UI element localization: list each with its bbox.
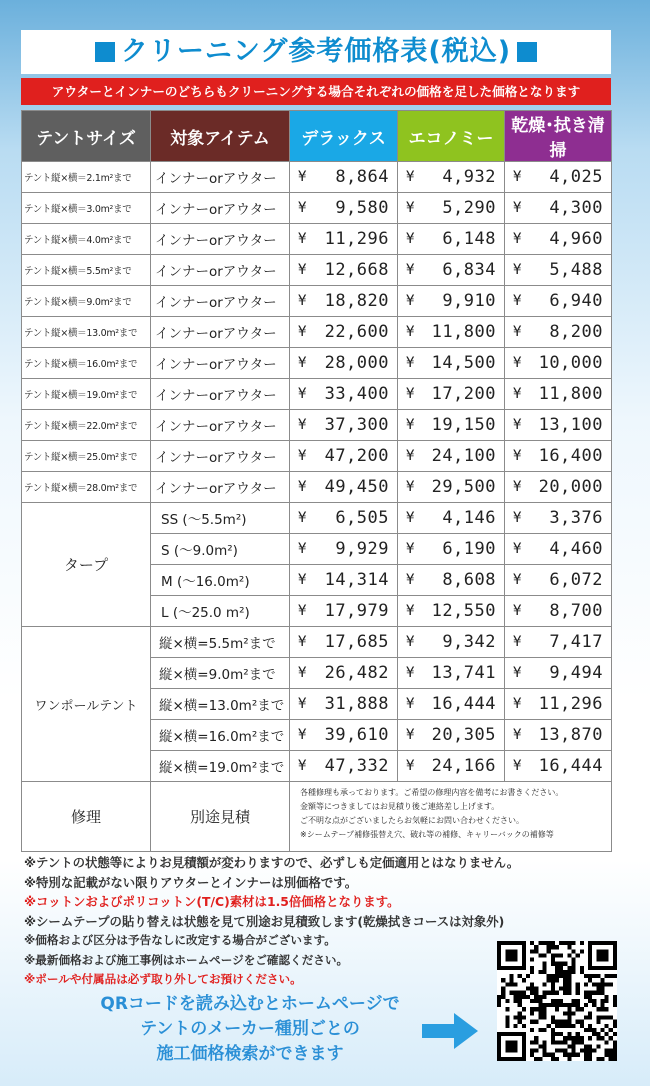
target-item-cell: L (～25.0 m²) <box>151 596 290 627</box>
economy-price-cell: ¥ 13,741 <box>398 658 505 689</box>
table-row <box>22 193 612 224</box>
notice-banner: アウターとインナーのどちらもクリーニングする場合それぞれの価格を足した価格となります <box>21 78 611 105</box>
qr-caption <box>60 992 440 1067</box>
deluxe-price-cell: ¥ 33,400 <box>290 379 398 410</box>
target-item-cell: 縦×横=13.0m²まで <box>151 689 290 720</box>
dry-price-cell: ¥ 4,300 <box>505 193 612 224</box>
arrow-right-icon <box>422 1013 478 1049</box>
target-item-cell: インナーorアウター <box>151 472 290 503</box>
tent-size-cell: テント縦×横＝4.0m²まで <box>22 224 151 255</box>
dry-price-cell: ¥ 16,400 <box>505 441 612 472</box>
price-table <box>21 110 612 852</box>
target-item-cell: 縦×横=9.0m²まで <box>151 658 290 689</box>
page-title-bar <box>21 30 611 74</box>
target-item-cell: インナーorアウター <box>151 162 290 193</box>
economy-price-cell: ¥ 9,342 <box>398 627 505 658</box>
dry-price-cell: ¥ 11,296 <box>505 689 612 720</box>
dry-price-cell: ¥ 3,376 <box>505 503 612 534</box>
target-item-cell: インナーorアウター <box>151 224 290 255</box>
qr-code[interactable] <box>497 941 617 1061</box>
qr-caption-line: 施工価格検索ができます <box>156 1044 344 1064</box>
dry-price-cell: ¥ 10,000 <box>505 348 612 379</box>
note-item: ※価格および区分は予告なしに改定する場合がございます。 <box>24 933 336 947</box>
table-row <box>22 348 612 379</box>
tent-size-cell: テント縦×横＝16.0m²まで <box>22 348 151 379</box>
square-icon <box>95 42 115 62</box>
table-header-row <box>22 111 612 162</box>
table-row <box>22 441 612 472</box>
economy-price-cell: ¥ 24,100 <box>398 441 505 472</box>
repair-row <box>22 782 612 852</box>
note-item-emphasis: ※コットンおよびポリコットン(T/C)素材は1.5倍価格となります。 <box>24 894 400 909</box>
deluxe-price-cell: ¥ 11,296 <box>290 224 398 255</box>
qr-caption-line: QRコードを読み込むとホームページで <box>100 994 400 1014</box>
table-row <box>22 317 612 348</box>
deluxe-price-cell: ¥ 9,580 <box>290 193 398 224</box>
tent-size-cell: テント縦×横＝2.1m²まで <box>22 162 151 193</box>
table-row <box>22 286 612 317</box>
repair-label-cell: 修理 <box>22 782 151 852</box>
economy-price-cell: ¥ 11,800 <box>398 317 505 348</box>
dry-price-cell: ¥ 6,940 <box>505 286 612 317</box>
square-icon <box>517 42 537 62</box>
target-item-cell: インナーorアウター <box>151 286 290 317</box>
economy-price-cell: ¥ 29,500 <box>398 472 505 503</box>
economy-price-cell: ¥ 6,190 <box>398 534 505 565</box>
tent-size-cell: テント縦×横＝25.0m²まで <box>22 441 151 472</box>
target-item-cell: インナーorアウター <box>151 255 290 286</box>
note-item: ※最新価格および施工事例はホームページをご確認ください。 <box>24 952 349 967</box>
table-row <box>22 410 612 441</box>
qr-caption-line: テントのメーカー種別ごとの <box>140 1019 360 1039</box>
economy-price-cell: ¥ 4,146 <box>398 503 505 534</box>
table-row <box>22 627 612 658</box>
dry-price-cell: ¥ 13,100 <box>505 410 612 441</box>
target-item-cell: インナーorアウター <box>151 348 290 379</box>
economy-price-cell: ¥ 17,200 <box>398 379 505 410</box>
economy-price-cell: ¥ 6,834 <box>398 255 505 286</box>
dry-price-cell: ¥ 6,072 <box>505 565 612 596</box>
deluxe-price-cell: ¥ 26,482 <box>290 658 398 689</box>
dry-price-cell: ¥ 4,960 <box>505 224 612 255</box>
tent-size-cell: テント縦×横＝19.0m²まで <box>22 379 151 410</box>
page-title: クリーニング参考価格表(税込) <box>120 36 512 67</box>
economy-price-cell: ¥ 14,500 <box>398 348 505 379</box>
economy-price-cell: ¥ 9,910 <box>398 286 505 317</box>
deluxe-price-cell: ¥ 14,314 <box>290 565 398 596</box>
economy-price-cell: ¥ 20,305 <box>398 720 505 751</box>
table-row <box>22 472 612 503</box>
note-item-emphasis: ※ポールや付属品は必ず取り外してお預けください。 <box>24 972 302 986</box>
deluxe-price-cell: ¥ 9,929 <box>290 534 398 565</box>
repair-target-cell: 別途見積 <box>151 782 290 852</box>
economy-price-cell: ¥ 4,932 <box>398 162 505 193</box>
deluxe-price-cell: ¥ 18,820 <box>290 286 398 317</box>
dry-price-cell: ¥ 5,488 <box>505 255 612 286</box>
deluxe-price-cell: ¥ 31,888 <box>290 689 398 720</box>
target-item-cell: SS (～5.5m²) <box>151 503 290 534</box>
dry-price-cell: ¥ 8,200 <box>505 317 612 348</box>
note-item: ※テントの状態等によりお見積額が変わりますので、必ずしも定価適用とはなりません。 <box>24 855 520 870</box>
deluxe-price-cell: ¥ 39,610 <box>290 720 398 751</box>
table-row <box>22 379 612 410</box>
dry-price-cell: ¥ 4,025 <box>505 162 612 193</box>
economy-price-cell: ¥ 16,444 <box>398 689 505 720</box>
tent-size-cell: テント縦×横＝3.0m²まで <box>22 193 151 224</box>
dry-price-cell: ¥ 13,870 <box>505 720 612 751</box>
deluxe-price-cell: ¥ 49,450 <box>290 472 398 503</box>
dry-price-cell: ¥ 4,460 <box>505 534 612 565</box>
target-item-cell: 縦×横=19.0m²まで <box>151 751 290 782</box>
deluxe-price-cell: ¥ 12,668 <box>290 255 398 286</box>
header-tent-size: テントサイズ <box>22 111 151 162</box>
deluxe-price-cell: ¥ 17,979 <box>290 596 398 627</box>
repair-note-line: ※シームテープ補修張替え穴、破れ等の補修、キャリーバックの補修等 <box>300 830 554 839</box>
table-row <box>22 503 612 534</box>
economy-price-cell: ¥ 5,290 <box>398 193 505 224</box>
target-item-cell: インナーorアウター <box>151 193 290 224</box>
tent-size-cell: テント縦×横＝9.0m²まで <box>22 286 151 317</box>
tent-size-cell: テント縦×横＝5.5m²まで <box>22 255 151 286</box>
target-item-cell: 縦×横=5.5m²まで <box>151 627 290 658</box>
economy-price-cell: ¥ 19,150 <box>398 410 505 441</box>
dry-price-cell: ¥ 9,494 <box>505 658 612 689</box>
target-item-cell: S (～9.0m²) <box>151 534 290 565</box>
repair-note-line: ご不明な点がございましたらお気軽にお問い合わせください。 <box>300 816 524 825</box>
economy-price-cell: ¥ 8,608 <box>398 565 505 596</box>
economy-price-cell: ¥ 6,148 <box>398 224 505 255</box>
note-item: ※シームテープの貼り替えは状態を見て別途お見積致します(乾燥拭きコースは対象外) <box>24 913 505 929</box>
repair-notes-cell <box>290 782 612 852</box>
deluxe-price-cell: ¥ 47,200 <box>290 441 398 472</box>
dry-price-cell: ¥ 8,700 <box>505 596 612 627</box>
target-item-cell: インナーorアウター <box>151 441 290 472</box>
onepole-category-cell: ワンポールテント <box>22 627 151 782</box>
header-deluxe: デラックス <box>290 111 398 162</box>
tarp-category-cell: タープ <box>22 503 151 627</box>
tent-size-cell: テント縦×横＝22.0m²まで <box>22 410 151 441</box>
table-row <box>22 162 612 193</box>
table-row <box>22 224 612 255</box>
deluxe-price-cell: ¥ 28,000 <box>290 348 398 379</box>
dry-price-cell: ¥ 20,000 <box>505 472 612 503</box>
deluxe-price-cell: ¥ 22,600 <box>290 317 398 348</box>
repair-note-line: 金額等につきましてはお見積り後ご連絡差し上げます。 <box>300 802 500 811</box>
deluxe-price-cell: ¥ 6,505 <box>290 503 398 534</box>
dry-price-cell: ¥ 11,800 <box>505 379 612 410</box>
dry-price-cell: ¥ 16,444 <box>505 751 612 782</box>
deluxe-price-cell: ¥ 8,864 <box>290 162 398 193</box>
target-item-cell: M (～16.0m²) <box>151 565 290 596</box>
deluxe-price-cell: ¥ 47,332 <box>290 751 398 782</box>
deluxe-price-cell: ¥ 17,685 <box>290 627 398 658</box>
table-row <box>22 255 612 286</box>
repair-note-line: 各種修理も承っております。ご希望の修理内容を備考にお書きください。 <box>300 788 564 797</box>
target-item-cell: インナーorアウター <box>151 379 290 410</box>
economy-price-cell: ¥ 24,166 <box>398 751 505 782</box>
header-dry-wipe: 乾燥･拭き清掃 <box>505 111 612 162</box>
target-item-cell: インナーorアウター <box>151 410 290 441</box>
economy-price-cell: ¥ 12,550 <box>398 596 505 627</box>
header-economy: エコノミー <box>398 111 505 162</box>
note-item: ※特別な記載がない限りアウターとインナーは別価格です。 <box>24 874 358 890</box>
header-target-item: 対象アイテム <box>151 111 290 162</box>
dry-price-cell: ¥ 7,417 <box>505 627 612 658</box>
deluxe-price-cell: ¥ 37,300 <box>290 410 398 441</box>
tent-size-cell: テント縦×横＝28.0m²まで <box>22 472 151 503</box>
tent-size-cell: テント縦×横＝13.0m²まで <box>22 317 151 348</box>
target-item-cell: インナーorアウター <box>151 317 290 348</box>
target-item-cell: 縦×横=16.0m²まで <box>151 720 290 751</box>
